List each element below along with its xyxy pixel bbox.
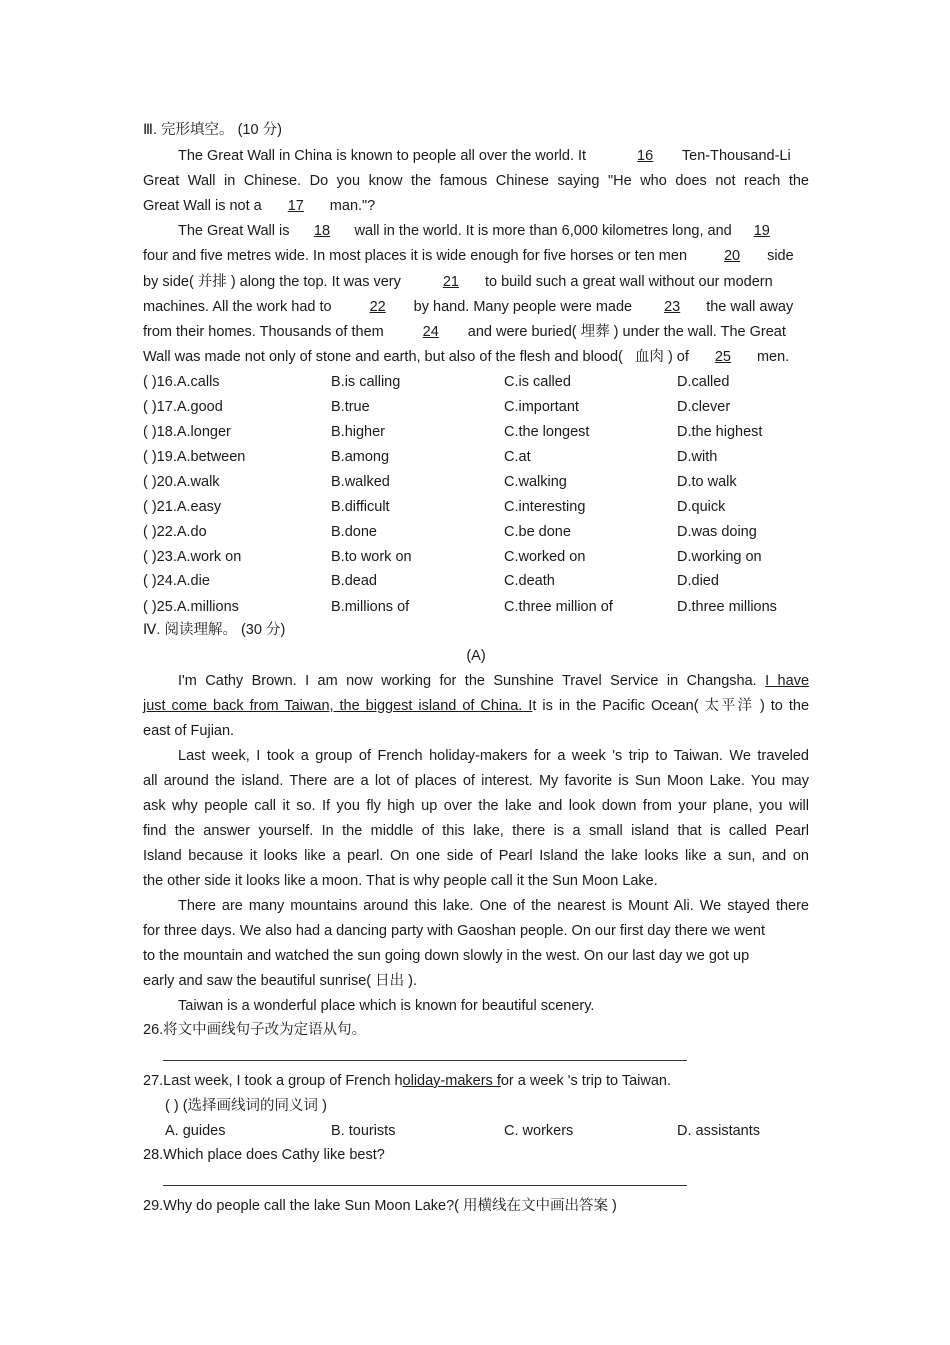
answer-bracket[interactable]: ( )18. — [143, 424, 177, 440]
reading-line-2: just come back from Taiwan, the biggest island of China. It is in the Pacific Ocean( 太平洋 ) to the — [143, 698, 810, 714]
option-a: A.calls — [176, 374, 220, 390]
option-b: B.among — [331, 449, 390, 465]
option-b: B.walked — [331, 474, 390, 490]
option-d: D.the highest — [677, 424, 763, 440]
question-26: 26.将文中画线句子改为定语从句。 — [143, 1022, 367, 1038]
question-20-number — [143, 472, 220, 492]
answer-bracket[interactable]: ( )23. — [143, 549, 177, 565]
cloze-line-6: by side( 并排 ) along the top. It was very 21 to build such a great wall without our modern — [143, 274, 773, 290]
answer-bracket[interactable]: ( )24. — [143, 573, 177, 589]
cloze-line-1: The Great Wall in China is known to people all over the world. It 16 Ten-Thousand-Li — [178, 148, 791, 164]
option-a: A.do — [176, 524, 207, 540]
option-b: B.is calling — [331, 374, 401, 390]
q27-option-c: C. workers — [504, 1123, 574, 1139]
option-d: D.quick — [677, 499, 726, 515]
cloze-line-5: four and five metres wide. In most places it is wide enough for five horses or ten men 20 side — [143, 248, 794, 264]
blank-19: 19 — [753, 223, 770, 239]
blank-25: 25 — [714, 349, 731, 365]
question-25-number — [143, 597, 239, 617]
cloze-line-9: Wall was made not only of stone and earth, but also of the flesh and blood( 血肉 ) of 25 men. — [143, 349, 790, 365]
option-a: A.easy — [176, 499, 222, 515]
question-16-number — [143, 372, 220, 392]
answer-line-28[interactable] — [163, 1185, 687, 1186]
question-19-number — [143, 447, 245, 467]
reading-line-14: Taiwan is a wonderful place which is known for beautiful scenery. — [178, 998, 595, 1014]
option-b: B.done — [331, 524, 377, 540]
option-a: A.work on — [176, 549, 242, 565]
option-b: B.true — [331, 399, 370, 415]
question-29: 29.Why do people call the lake Sun Moon Lake?( 用横线在文中画出答案 ) — [143, 1198, 617, 1214]
answer-bracket[interactable]: ( )21. — [143, 499, 177, 515]
question-27: 27.Last week, I took a group of French holiday-makers for a week 's trip to Taiwan. — [143, 1073, 671, 1089]
blank-22: 22 — [369, 299, 386, 315]
cloze-line-3: Great Wall is not a 17 man."? — [143, 198, 376, 214]
reading-heading: Ⅳ. 阅读理解。 (30 分) — [143, 622, 286, 638]
reading-line-5: all around the island. There are a lot of places of interest. My favorite is Sun Moon Lake. You may — [143, 773, 809, 789]
blank-21: 21 — [442, 274, 459, 290]
answer-line-26[interactable] — [163, 1060, 687, 1061]
option-d: D.was doing — [677, 524, 757, 540]
option-c: C.three million of — [504, 599, 613, 615]
answer-bracket[interactable]: ( )16. — [143, 374, 177, 390]
option-a: A.between — [176, 449, 246, 465]
underlined-sentence: I have — [765, 673, 810, 689]
answer-bracket[interactable]: ( )25. — [143, 599, 177, 615]
reading-line-7: find the answer yourself. In the middle of this lake, there is a small island that is called Pearl — [143, 823, 809, 839]
option-a: A.millions — [176, 599, 239, 615]
option-a: A.walk — [176, 474, 220, 490]
answer-bracket[interactable]: ( )20. — [143, 474, 177, 490]
cloze-line-2: Great Wall in Chinese. Do you know the famous Chinese saying "He who does not reach the — [143, 173, 809, 189]
q27-option-b: B. tourists — [331, 1123, 396, 1139]
option-d: D.clever — [677, 399, 731, 415]
option-c: C.worked on — [504, 549, 586, 565]
option-c: C.interesting — [504, 499, 586, 515]
blank-20: 20 — [723, 248, 741, 264]
option-d: D.died — [677, 573, 719, 589]
q27-option-d: D. assistants — [677, 1123, 760, 1139]
reading-line-10: There are many mountains around this lake. One of the nearest is Mount Ali. We stayed there — [178, 898, 809, 914]
answer-bracket[interactable]: ( )19. — [143, 449, 177, 465]
option-c: C.walking — [504, 474, 567, 490]
q27-option-a: A. guides — [165, 1123, 226, 1139]
reading-line-11: for three days. We also had a dancing party with Gaoshan people. On our first day there we went — [143, 923, 765, 939]
reading-line-12: to the mountain and watched the sun going down slowly in the west. On our last day we got up — [143, 948, 750, 964]
option-d: D.to walk — [677, 474, 737, 490]
option-c: C.death — [504, 573, 555, 589]
answer-bracket[interactable]: ( )17. — [143, 399, 177, 415]
blank-18: 18 — [313, 223, 331, 239]
question-18-number — [143, 422, 231, 442]
reading-line-9: the other side it looks like a moon. That is why people call it the Sun Moon Lake. — [143, 873, 658, 889]
cloze-heading: Ⅲ. 完形填空。 (10 分) — [143, 122, 282, 138]
underlined-sentence-cont: just come back from Taiwan, the biggest island of China. I — [143, 698, 533, 714]
option-a: A.longer — [176, 424, 231, 440]
reading-line-13: early and saw the beautiful sunrise( 日出 ). — [143, 973, 418, 989]
blank-24: 24 — [422, 324, 439, 340]
option-b: B.difficult — [331, 499, 390, 515]
cloze-line-7: machines. All the work had to 22 by hand. Many people were made 23 the wall away — [143, 299, 794, 315]
cloze-line-4: The Great Wall is 18 wall in the world. It is more than 6,000 kilometres long, and 19 — [178, 221, 786, 241]
option-a: A.die — [176, 573, 210, 589]
option-c: C.is called — [504, 374, 571, 390]
reading-line-3: east of Fujian. — [143, 723, 235, 739]
cloze-line-8: from their homes. Thousands of them 24 and were buried( 埋葬 ) under the wall. The Great — [143, 324, 786, 340]
option-c: C.the longest — [504, 424, 590, 440]
question-27-hint: ( ) (选择画线词的同义词 ) — [165, 1098, 327, 1114]
question-21-number — [143, 497, 221, 517]
option-d: D.with — [677, 449, 718, 465]
question-17-number — [143, 397, 223, 417]
option-b: B.millions of — [331, 599, 410, 615]
option-b: B.to work on — [331, 549, 412, 565]
option-d: D.working on — [677, 549, 762, 565]
option-c: C.be done — [504, 524, 571, 540]
option-b: B.dead — [331, 573, 377, 589]
reading-line-1: I'm Cathy Brown. I am now working for the Sunshine Travel Service in Changsha. I have — [178, 673, 810, 689]
option-b: B.higher — [331, 424, 386, 440]
passage-label: (A) — [466, 648, 486, 664]
question-22-number — [143, 522, 207, 542]
option-d: D.called — [677, 374, 730, 390]
question-28: 28.Which place does Cathy like best? — [143, 1147, 385, 1163]
blank-23: 23 — [664, 299, 681, 315]
option-a: A.good — [176, 399, 223, 415]
reading-line-6: ask why people call it so. If you fly high up over the lake and look down from your plane, you will — [143, 798, 809, 814]
blank-16: 16 — [637, 148, 654, 164]
reading-line-4: Last week, I took a group of French holiday-makers for a week 's trip to Taiwan. We traveled — [178, 748, 809, 764]
answer-bracket[interactable]: ( )22. — [143, 524, 177, 540]
blank-17: 17 — [287, 198, 304, 214]
question-24-number — [143, 571, 210, 591]
reading-line-8: Island because it looks like a pearl. On one side of Pearl Island the lake looks like a sun, and on — [143, 848, 809, 864]
question-23-number — [143, 547, 241, 567]
option-d: D.three millions — [677, 599, 777, 615]
option-c: C.important — [504, 399, 579, 415]
option-c: C.at — [504, 449, 531, 465]
